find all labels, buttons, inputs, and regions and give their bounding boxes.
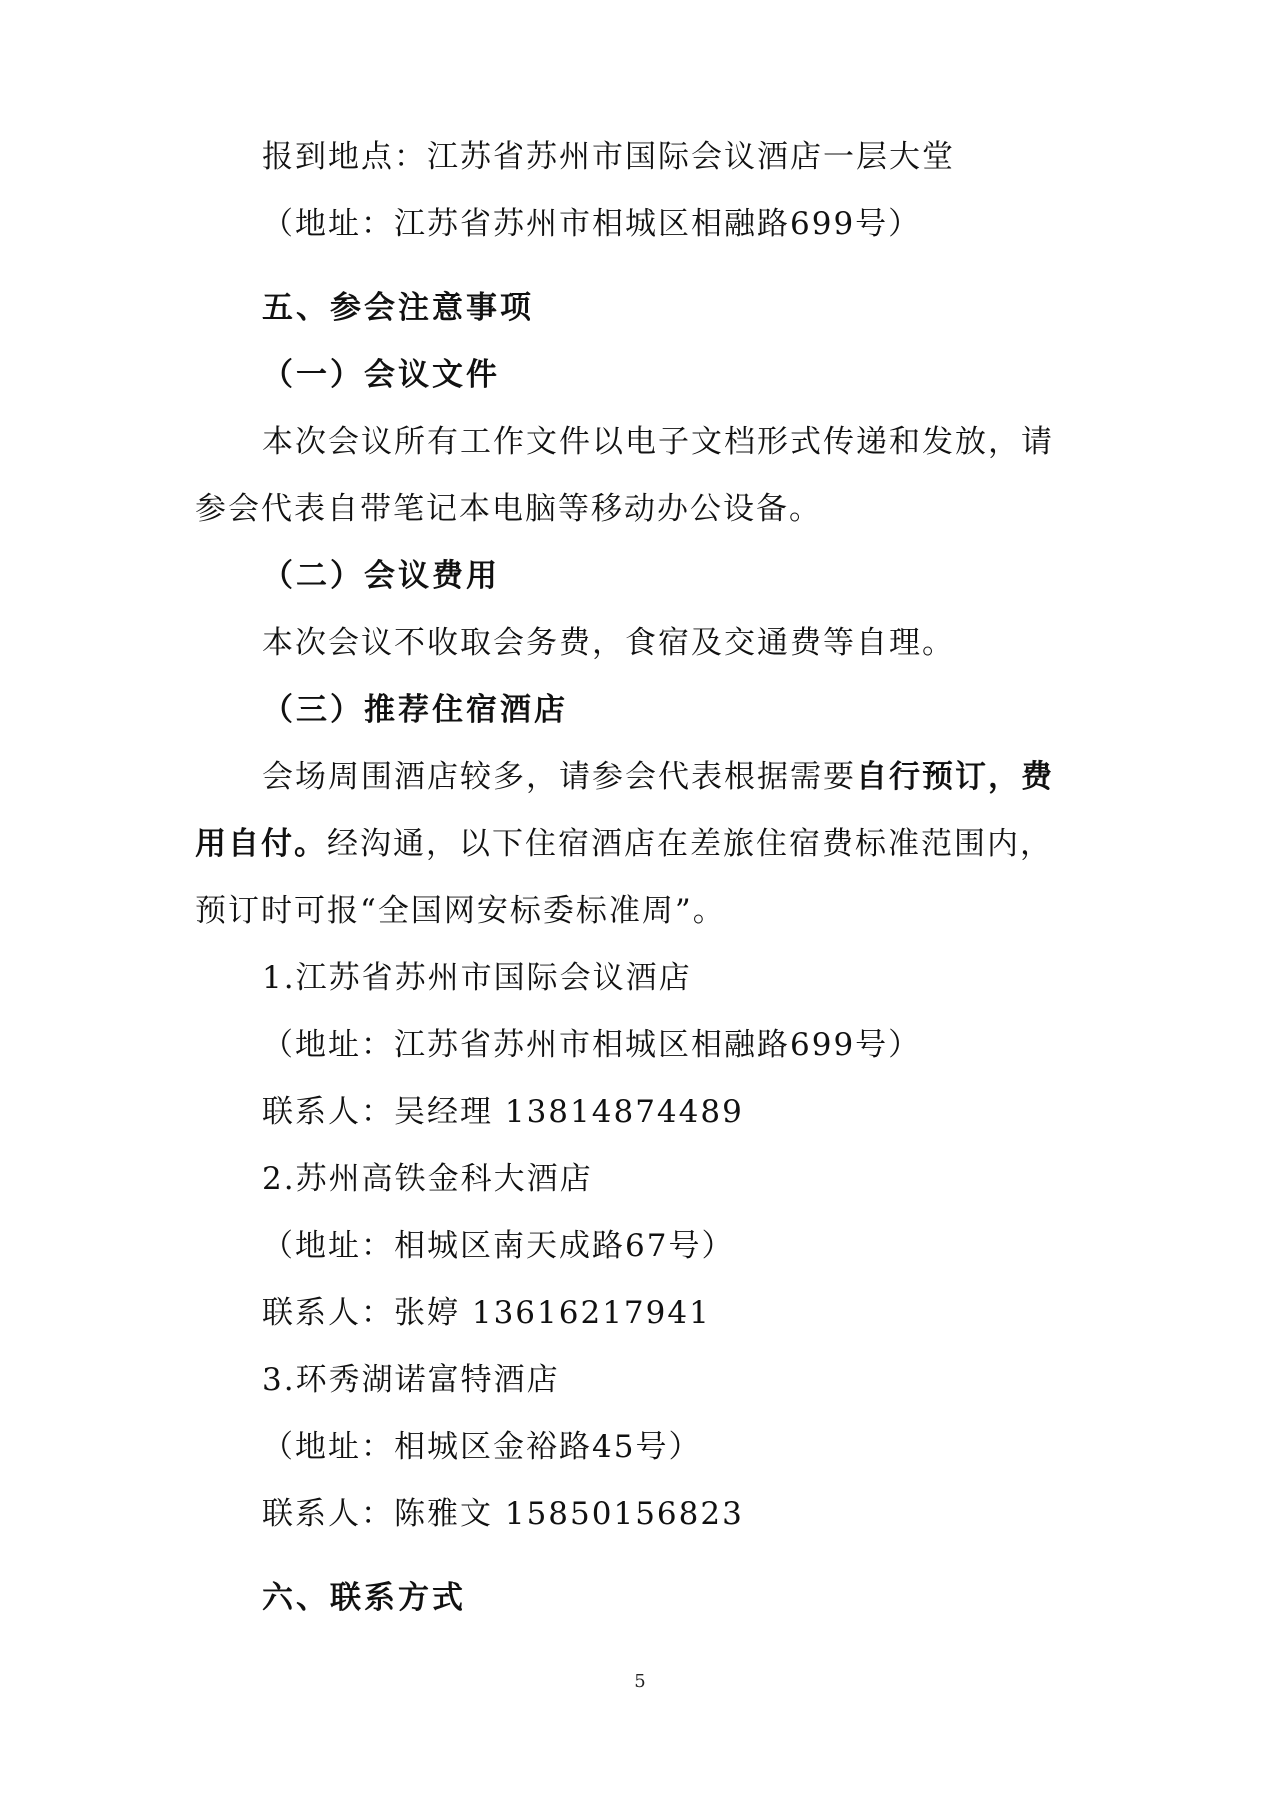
hotel-2-name: 2.苏州高铁金科大酒店 [262, 1161, 593, 1197]
hotel-1-name: 1.江苏省苏州市国际会议酒店 [262, 960, 692, 996]
self-pay-emphasis: 用自付。 [195, 826, 327, 862]
section-6-heading: 六、联系方式 [262, 1580, 466, 1616]
hotel-3-name: 3.环秀湖诺富特酒店 [262, 1362, 560, 1398]
section-5-heading: 五、参会注意事项 [262, 290, 534, 326]
subsection-hotels-heading: （三）推荐住宿酒店 [262, 692, 568, 728]
hotels-intro-line-3: 预订时可报“全国网安标委标准周”。 [195, 893, 726, 929]
subsection-documents-heading: （一）会议文件 [262, 357, 500, 393]
hotels-intro-line-1 [262, 757, 1054, 797]
page-number: 5 [634, 1671, 646, 1692]
registration-location: 报到地点：江苏省苏州市国际会议酒店一层大堂 [262, 139, 955, 175]
subsection-fees-heading: （二）会议费用 [262, 558, 500, 594]
hotel-3-address: （地址：相城区金裕路45号） [262, 1429, 702, 1465]
hotel-3-contact: 联系人：陈雅文 15850156823 [262, 1496, 744, 1532]
hotel-1-address: （地址：江苏省苏州市相城区相融路699号） [262, 1027, 922, 1063]
documents-text-line-1: 本次会议所有工作文件以电子文档形式传递和发放，请 [262, 424, 1054, 460]
hotel-1-contact: 联系人：吴经理 13814874489 [262, 1094, 744, 1130]
self-booking-emphasis: 自行预订，费 [856, 759, 1054, 795]
hotel-2-address: （地址：相城区南天成路67号） [262, 1228, 735, 1264]
hotels-intro-line-1-text: 会场周围酒店较多，请参会代表根据需要 [262, 759, 856, 795]
hotels-intro-line-2-text: 经沟通，以下住宿酒店在差旅住宿费标准范围内， [327, 826, 1053, 862]
registration-address: （地址：江苏省苏州市相城区相融路699号） [262, 206, 922, 242]
hotels-intro-line-2 [195, 824, 1053, 864]
documents-text-line-2: 参会代表自带笔记本电脑等移动办公设备。 [195, 491, 822, 527]
fees-text: 本次会议不收取会务费，食宿及交通费等自理。 [262, 625, 955, 661]
hotel-2-contact: 联系人：张婷 13616217941 [262, 1295, 711, 1331]
